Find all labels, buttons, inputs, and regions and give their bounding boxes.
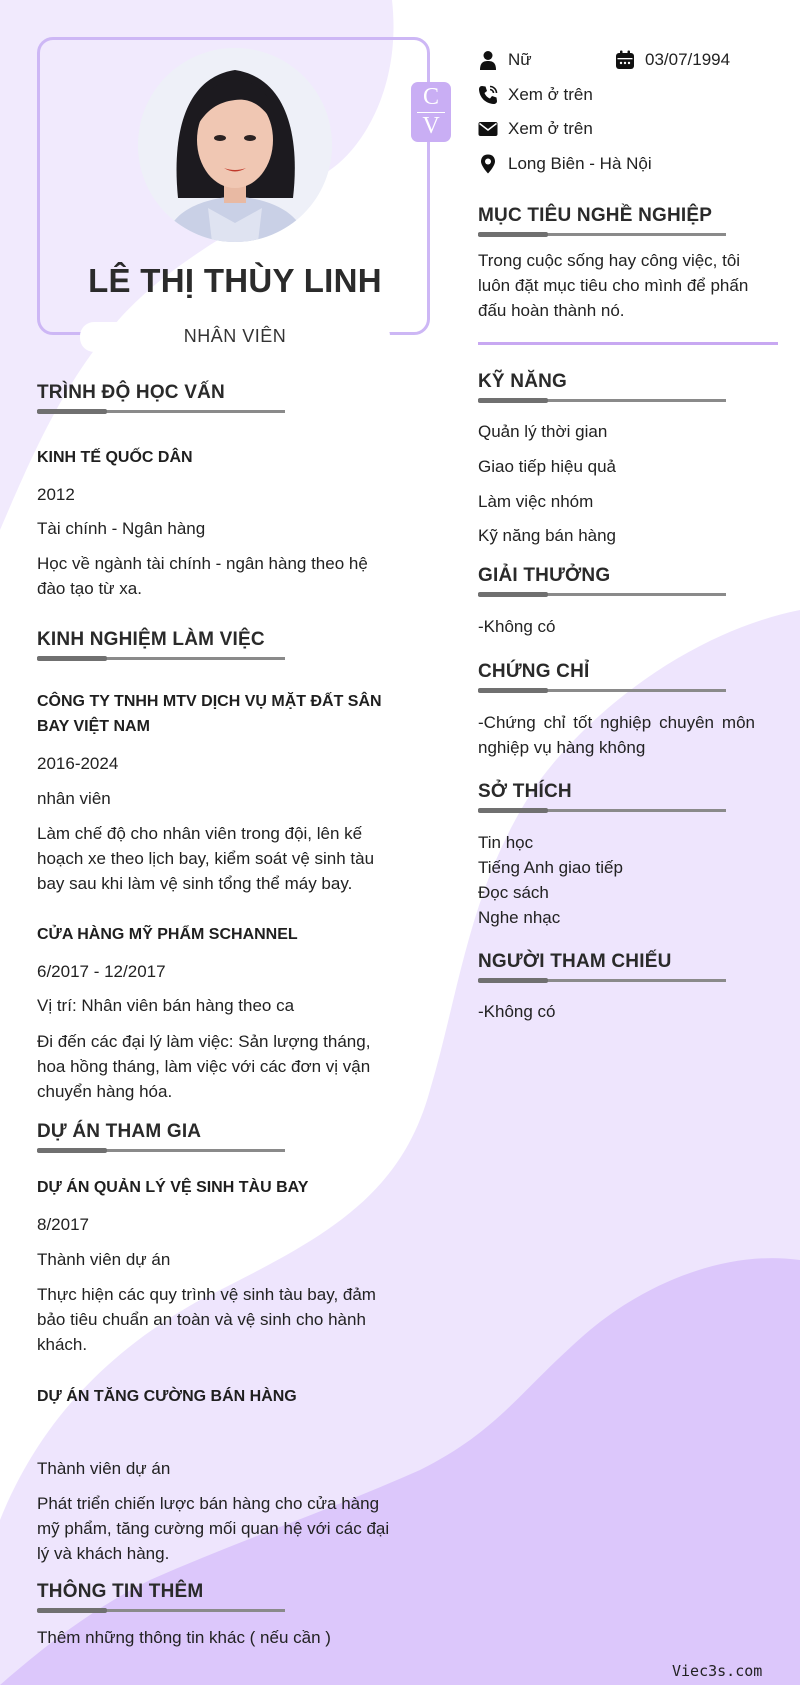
envelope-icon: [478, 119, 498, 139]
objective-heading: MỤC TIÊU NGHỀ NGHIỆP: [478, 205, 713, 226]
skill-item: Làm việc nhóm: [478, 492, 594, 511]
person-icon: [478, 50, 498, 70]
references-heading: NGƯỜI THAM CHIẾU: [478, 951, 672, 972]
project-period: 8/2017: [37, 1215, 89, 1234]
gender-value: Nữ: [508, 50, 532, 69]
job-description: Đi đến các đại lý làm việc: Sản lượng tháng, hoa hồng tháng, làm việc với các đơn vị vận chuyển hàng hóa.: [37, 1032, 371, 1101]
location-pin-icon: [478, 154, 498, 174]
extra-info-text: Thêm những thông tin khác ( nếu cần ): [37, 1628, 331, 1647]
skill-item: Quản lý thời gian: [478, 422, 608, 441]
heading-underline: [478, 689, 726, 692]
heading-underline: [37, 1609, 285, 1612]
cv-badge: [411, 82, 451, 142]
objective-text: Trong cuộc sống hay công việc, tôi luôn đặt mục tiêu cho mình để phấn đấu hoàn thành nó.: [478, 251, 749, 320]
awards-heading: GIẢI THƯỞNG: [478, 565, 611, 586]
birthday-row: [615, 50, 730, 70]
address-value: Long Biên - Hà Nội: [508, 154, 652, 173]
hobbies-section: [478, 781, 726, 812]
phone-value: Xem ở trên: [508, 85, 593, 104]
candidate-role: NHÂN VIÊN: [183, 326, 287, 346]
references-section: [478, 951, 726, 982]
job-position: Vị trí: Nhân viên bán hàng theo ca: [37, 996, 295, 1015]
job-period: 6/2017 - 12/2017: [37, 962, 166, 981]
heading-underline: [37, 657, 285, 660]
project-description: Thực hiện các quy trình vệ sinh tàu bay, đảm bảo tiêu chuẩn an toàn và vệ sinh cho hành khách.: [37, 1285, 376, 1354]
education-year: 2012: [37, 485, 75, 504]
education-section: [37, 382, 285, 413]
experience-heading: KINH NGHIỆM LÀM VIỆC: [37, 629, 265, 650]
portrait-photo: [138, 48, 332, 242]
phone-row: [478, 85, 593, 105]
experience-section: [37, 629, 285, 660]
job-company: CỬA HÀNG MỸ PHẨM SCHANNEL: [37, 926, 298, 943]
extra-info-section: [37, 1581, 285, 1612]
job-position: nhân viên: [37, 789, 111, 808]
heading-underline: [478, 233, 726, 236]
project-description: Phát triển chiến lược bán hàng cho cửa hàng mỹ phẩm, tăng cường mối quan hệ với các đại lý và khách hàng.: [37, 1494, 390, 1563]
skills-heading: KỸ NĂNG: [478, 371, 568, 392]
project-role: Thành viên dự án: [37, 1459, 171, 1478]
hobby-item: Nghe nhạc: [478, 908, 561, 927]
education-heading: TRÌNH ĐỘ HỌC VẤN: [37, 382, 225, 403]
hobby-item: Tin học: [478, 833, 534, 852]
birthday-value: 03/07/1994: [645, 50, 731, 69]
project-role: Thành viên dự án: [37, 1250, 171, 1269]
job-description: Làm chế độ cho nhân viên trong đội, lên kế hoạch xe theo lịch bay, kiểm soát vệ sinh tàu bay sau khi làm vệ sinh tổng thể máy bay.: [37, 824, 375, 893]
certificates-heading: CHỨNG CHỈ: [478, 661, 590, 682]
heading-underline: [478, 399, 726, 402]
education-major: Tài chính - Ngân hàng: [37, 519, 206, 538]
heading-underline: [37, 1149, 285, 1152]
email-row: [478, 119, 593, 139]
projects-section: [37, 1121, 285, 1152]
phone-icon: [478, 85, 498, 105]
awards-text: -Không có: [478, 617, 556, 636]
skills-section: [478, 371, 726, 402]
awards-section: [478, 565, 726, 596]
hobbies-heading: SỞ THÍCH: [478, 781, 572, 802]
certificates-text: -Chứng chỉ tốt nghiệp chuyên môn nghiệp vụ hàng không: [478, 713, 755, 757]
extra-info-heading: THÔNG TIN THÊM: [37, 1581, 204, 1602]
skill-item: Kỹ năng bán hàng: [478, 526, 617, 545]
cv-badge-bottom: V: [422, 113, 440, 139]
email-value: Xem ở trên: [508, 119, 593, 138]
heading-underline: [478, 593, 726, 596]
education-school: KINH TẾ QUỐC DÂN: [37, 449, 193, 466]
heading-underline: [37, 410, 285, 413]
projects-heading: DỰ ÁN THAM GIA: [37, 1121, 202, 1142]
cv-badge-top: C: [422, 84, 439, 110]
references-text: -Không có: [478, 1002, 556, 1021]
address-row: [478, 154, 652, 174]
objective-section: [478, 205, 726, 236]
objective-divider: [478, 342, 778, 345]
skill-item: Giao tiếp hiệu quả: [478, 457, 616, 476]
certificates-section: [478, 661, 726, 692]
candidate-name: LÊ THỊ THÙY LINH: [88, 262, 382, 299]
hobby-item: Tiếng Anh giao tiếp: [478, 858, 623, 877]
gender-row: [478, 50, 532, 70]
avatar: [138, 48, 332, 242]
job-company: CÔNG TY TNHH MTV DỊCH VỤ MẶT ĐẤT SÂN BAY VIỆT NAM: [37, 693, 382, 735]
heading-underline: [478, 979, 726, 982]
job-period: 2016-2024: [37, 754, 119, 773]
education-description: Học về ngành tài chính - ngân hàng theo hệ đào tạo từ xa.: [37, 554, 368, 598]
hobby-item: Đọc sách: [478, 883, 549, 902]
heading-underline: [478, 809, 726, 812]
project-name: DỰ ÁN TĂNG CƯỜNG BÁN HÀNG: [37, 1388, 297, 1405]
project-name: DỰ ÁN QUẢN LÝ VỆ SINH TÀU BAY: [37, 1179, 309, 1196]
footer-brand: Viec3s.com: [672, 1662, 763, 1680]
calendar-icon: [615, 50, 635, 70]
